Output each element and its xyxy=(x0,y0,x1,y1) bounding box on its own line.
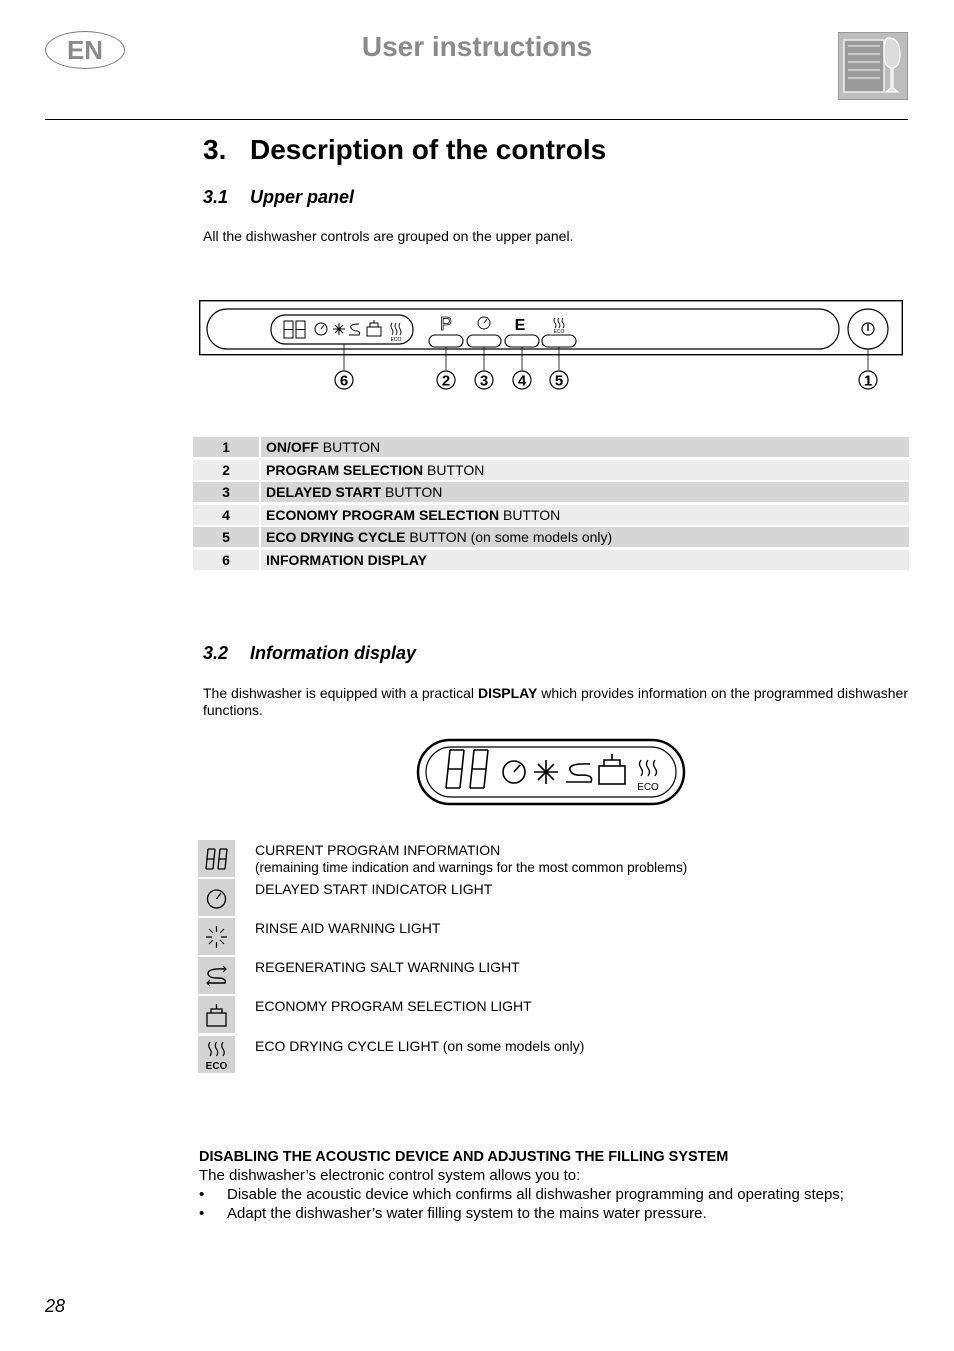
page-number: 28 xyxy=(45,1296,66,1316)
control-panel-diagram xyxy=(199,300,903,400)
bullet-mark: • xyxy=(199,1186,205,1203)
info-display-number: 3.2 xyxy=(203,643,229,663)
legend-text: ON/OFF BUTTON xyxy=(261,437,909,457)
eco-drying-icon-label: ECO xyxy=(205,1061,228,1072)
callout-4: 4 xyxy=(517,372,527,390)
callout-1: 1 xyxy=(863,372,873,390)
clock-icon xyxy=(198,879,235,916)
section-number: 3. xyxy=(203,134,227,165)
economy-button xyxy=(505,335,539,347)
legend-text: INFORMATION DISPLAY xyxy=(261,550,909,570)
bullet-item: • Disable the acoustic device which confirms all dishwasher programming and operating steps; xyxy=(199,1186,844,1203)
bullet-mark: • xyxy=(199,1205,205,1222)
indicator-row xyxy=(198,840,918,878)
upper-panel-heading xyxy=(203,187,354,208)
digit-display-icon xyxy=(198,840,235,877)
indicator-row xyxy=(198,1036,918,1074)
callout-2: 2 xyxy=(441,372,451,390)
header-rule xyxy=(45,119,908,120)
legend-number: 2 xyxy=(193,460,259,480)
acoustic-intro: The dishwasher’s electronic control system allows you to: xyxy=(199,1167,581,1184)
callout-3: 3 xyxy=(479,372,489,390)
economy-button-symbol: E xyxy=(514,317,526,334)
indicator-row xyxy=(198,996,918,1034)
upper-panel-number: 3.1 xyxy=(203,187,229,207)
salt-icon xyxy=(198,957,235,994)
section-heading: Description of the controls xyxy=(250,134,607,165)
info-display-heading xyxy=(203,643,416,664)
legend-number: 1 xyxy=(193,437,259,457)
legend-text: ECONOMY PROGRAM SELECTION BUTTON xyxy=(261,505,909,525)
economy-pot-icon xyxy=(198,996,235,1033)
legend-number: 3 xyxy=(193,482,259,502)
legend-row xyxy=(193,482,909,502)
indicator-row xyxy=(198,879,918,917)
indicator-row xyxy=(198,957,918,995)
legend-row xyxy=(193,550,909,570)
indicator-text: REGENERATING SALT WARNING LIGHT xyxy=(255,959,520,975)
header-title: User instructions xyxy=(361,31,593,62)
legend-number: 6 xyxy=(193,550,259,570)
upper-panel-title: Upper panel xyxy=(250,187,355,207)
delayed-start-button xyxy=(467,335,501,347)
language-badge: EN xyxy=(45,31,125,69)
display-eco-label: ECO xyxy=(637,782,659,793)
legend-row xyxy=(193,527,909,547)
legend-row xyxy=(193,505,909,525)
panel-eco-label: ECO xyxy=(390,337,402,343)
legend-row xyxy=(193,437,909,457)
section-title xyxy=(203,134,606,166)
indicator-text: ECO DRYING CYCLE LIGHT (on some models only) xyxy=(255,1038,585,1054)
legend-number: 5 xyxy=(193,527,259,547)
controls-legend-table xyxy=(193,437,909,573)
indicator-text: RINSE AID WARNING LIGHT xyxy=(255,920,441,936)
indicator-text: ECONOMY PROGRAM SELECTION LIGHT xyxy=(255,998,532,1014)
bullet-item: • Adapt the dishwasher’s water filling system to the mains water pressure. xyxy=(199,1205,707,1222)
eco-drying-button-label: ECO xyxy=(553,329,565,335)
rinse-aid-icon xyxy=(198,918,235,955)
legend-text: ECO DRYING CYCLE BUTTON (on some models only) xyxy=(261,527,909,547)
indicator-row xyxy=(198,918,918,956)
dishwasher-logo-icon xyxy=(838,32,908,100)
callout-5: 5 xyxy=(554,372,564,390)
legend-text: DELAYED START BUTTON xyxy=(261,482,909,502)
acoustic-heading: DISABLING THE ACOUSTIC DEVICE AND ADJUSTING THE FILLING SYSTEM xyxy=(199,1149,729,1165)
info-display-title: Information display xyxy=(250,643,417,663)
program-button-symbol: P xyxy=(439,314,453,334)
indicator-text: DELAYED START INDICATOR LIGHT xyxy=(255,881,493,897)
information-display-diagram xyxy=(416,738,686,806)
program-button xyxy=(429,335,463,347)
legend-number: 4 xyxy=(193,505,259,525)
legend-row xyxy=(193,460,909,480)
indicator-text: CURRENT PROGRAM INFORMATION (remaining time indication and warnings for the most common problems) xyxy=(255,842,688,875)
eco-drying-button xyxy=(542,335,576,347)
eco-drying-icon xyxy=(198,1036,235,1073)
upper-panel-intro: All the dishwasher controls are grouped on the upper panel. xyxy=(203,228,574,244)
callout-6: 6 xyxy=(339,372,349,390)
legend-text: PROGRAM SELECTION BUTTON xyxy=(261,460,909,480)
info-display-intro: The dishwasher is equipped with a practical DISPLAY which provides information on the programmed dishwasher functions. xyxy=(203,685,908,718)
